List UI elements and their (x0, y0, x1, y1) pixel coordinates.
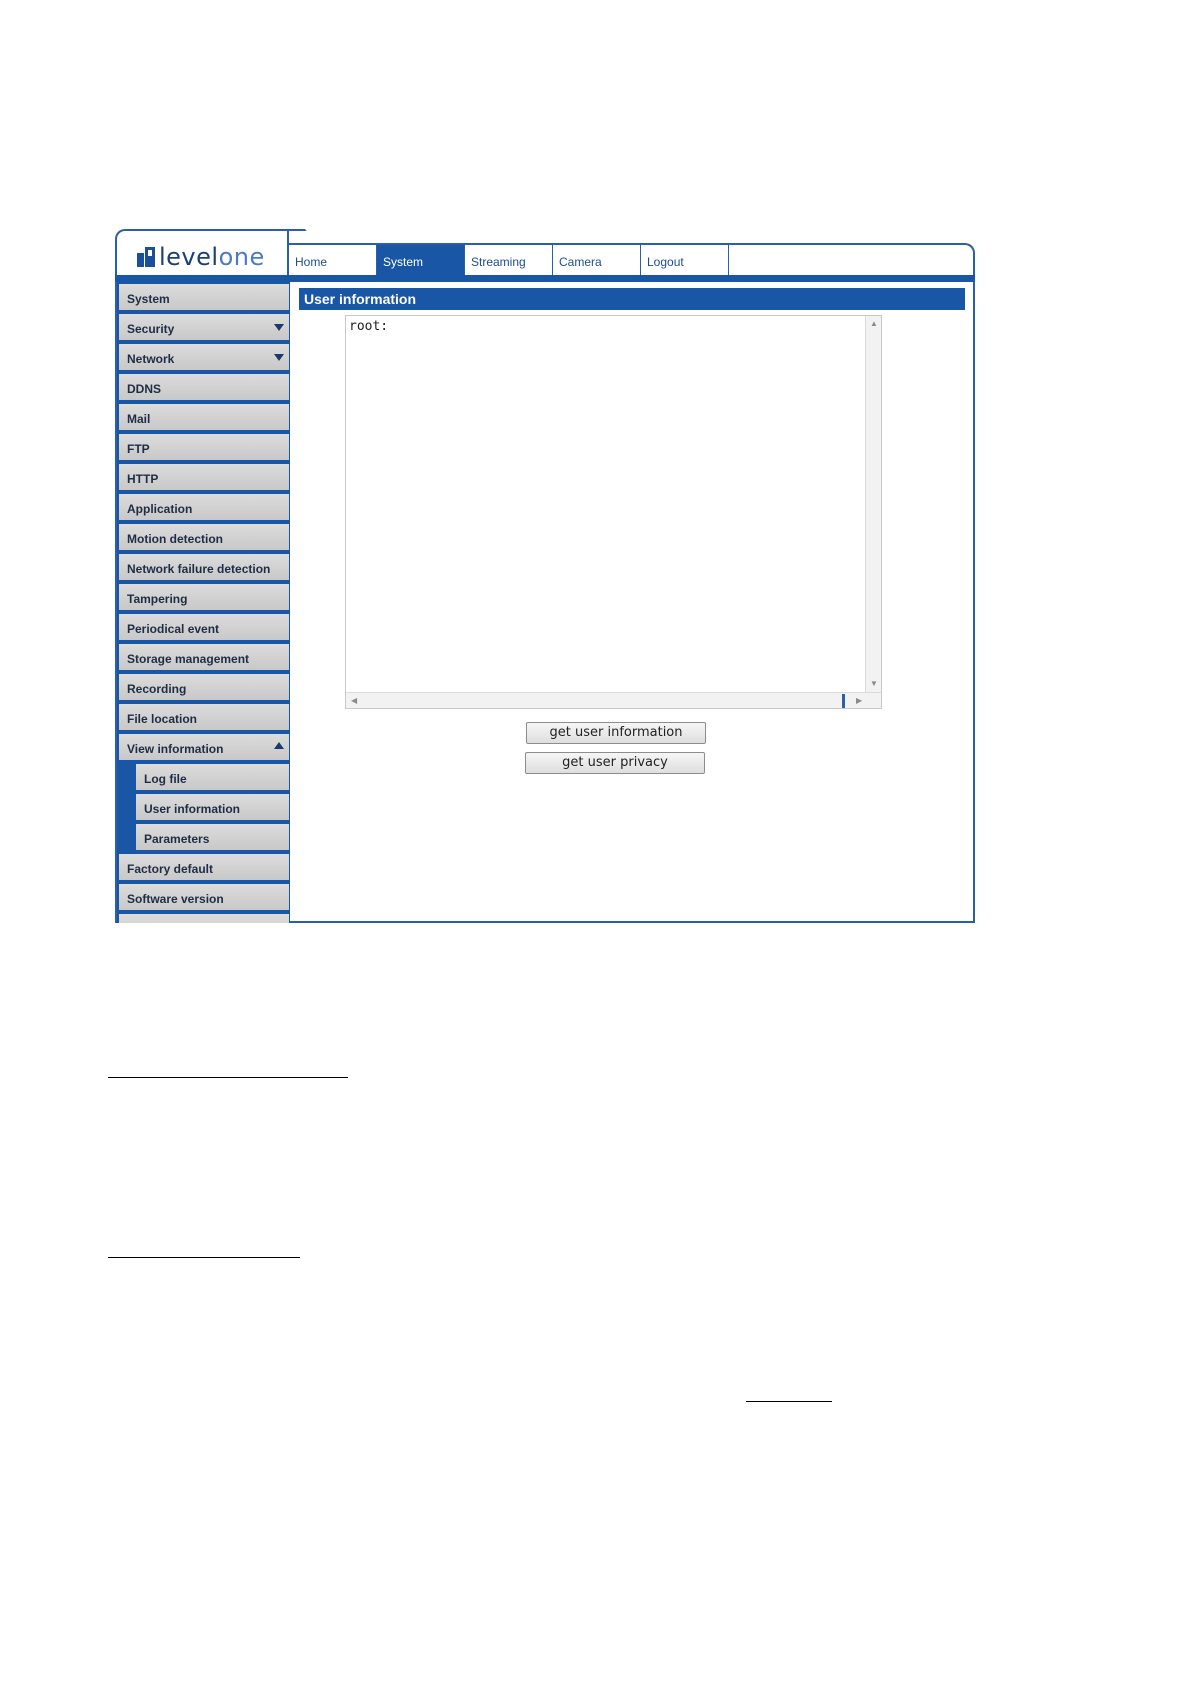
web-ui-frame (115, 229, 975, 923)
document-underline (108, 1077, 348, 1078)
textarea-content: root: (349, 319, 389, 334)
sidebar-item-view-information[interactable]: View information (119, 734, 289, 760)
vertical-scrollbar[interactable] (865, 316, 881, 692)
sidebar-item-software-version[interactable]: Software version (119, 884, 289, 910)
levelone-logo (137, 243, 265, 271)
tab-camera[interactable]: Camera (553, 245, 641, 275)
sidebar-item-storage-management[interactable]: Storage management (119, 644, 289, 670)
tab-streaming[interactable]: Streaming (465, 245, 553, 275)
sidebar-item-http[interactable]: HTTP (119, 464, 289, 490)
sidebar-item-security[interactable]: Security (119, 314, 289, 340)
horizontal-scrollbar[interactable] (346, 692, 881, 708)
user-information-textarea[interactable] (345, 315, 882, 709)
get-user-privacy-button[interactable]: get user privacy (525, 752, 705, 774)
sidebar-subitem-log-file[interactable]: Log file (136, 764, 289, 790)
sidebar-item-system[interactable]: System (119, 284, 289, 310)
sidebar-item-periodical-event[interactable]: Periodical event (119, 614, 289, 640)
sidebar-item-application[interactable]: Application (119, 494, 289, 520)
sidebar-item-mail[interactable]: Mail (119, 404, 289, 430)
logo-tab (115, 229, 289, 275)
main-content (290, 282, 975, 923)
logo-text-level: level (159, 243, 219, 271)
scroll-right-icon[interactable]: ▶ (856, 696, 863, 705)
scroll-down-icon[interactable]: ▼ (870, 679, 878, 688)
horizontal-scroll-thumb[interactable] (842, 694, 845, 708)
page-title: User information (299, 288, 965, 310)
sidebar-item-network-failure-detection[interactable]: Network failure detection (119, 554, 289, 580)
sidebar-item-partial (119, 914, 289, 923)
expand-down-icon (274, 324, 284, 331)
tab-logout[interactable]: Logout (641, 245, 729, 275)
sidebar-item-factory-default[interactable]: Factory default (119, 854, 289, 880)
sidebar-item-ftp[interactable]: FTP (119, 434, 289, 460)
document-underline (108, 1257, 300, 1258)
nav-underline-bar (115, 275, 975, 282)
scroll-left-icon[interactable]: ◀ (351, 696, 358, 705)
sidebar-item-recording[interactable]: Recording (119, 674, 289, 700)
sidebar-item-motion-detection[interactable]: Motion detection (119, 524, 289, 550)
sidebar-item-network[interactable]: Network (119, 344, 289, 370)
scroll-up-icon[interactable]: ▲ (870, 319, 878, 328)
logo-text-one: one (218, 243, 265, 271)
sidebar-item-tampering[interactable]: Tampering (119, 584, 289, 610)
document-underline (746, 1401, 832, 1402)
levelone-logo-icon (137, 247, 155, 267)
sidebar-item-ddns[interactable]: DDNS (119, 374, 289, 400)
sidebar-subitem-user-information[interactable]: User information (136, 794, 289, 820)
sidebar-subitem-parameters[interactable]: Parameters (136, 824, 289, 850)
sidebar (115, 282, 290, 923)
top-navigation (289, 243, 975, 275)
get-user-information-button[interactable]: get user information (526, 722, 706, 744)
tab-system[interactable]: System (377, 245, 465, 275)
tab-home[interactable]: Home (289, 245, 377, 275)
sidebar-item-file-location[interactable]: File location (119, 704, 289, 730)
collapse-up-icon (274, 742, 284, 749)
expand-down-icon (274, 354, 284, 361)
